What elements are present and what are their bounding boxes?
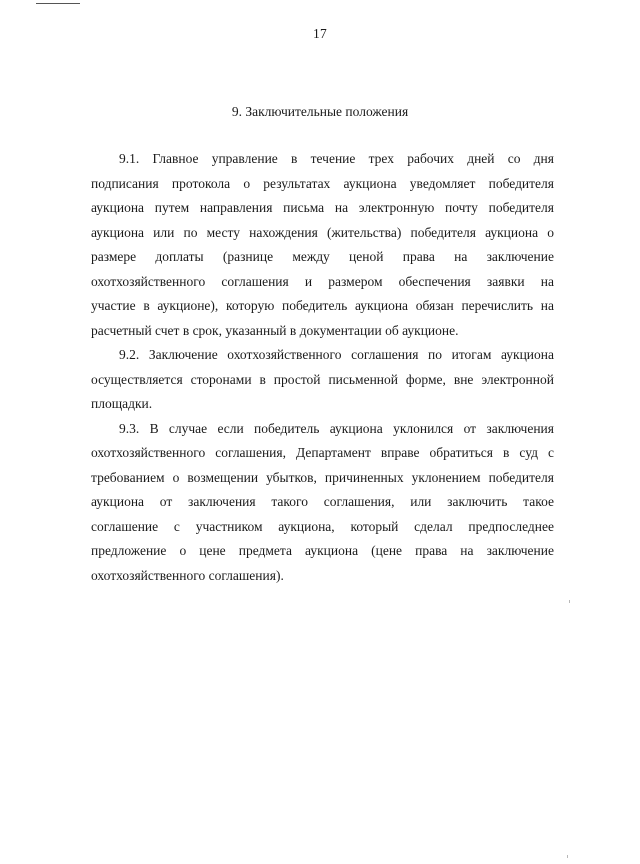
text-line: 9.3. В случае если победитель аукциона уклонился от заключения <box>119 420 554 436</box>
text-line: размере доплаты (разнице между ценой права на заключение <box>91 249 554 264</box>
text-line: охотхозяйственного соглашения и размером обеспечения заявки на <box>91 273 554 289</box>
scan-speck <box>567 855 568 858</box>
text-line: участие в аукционе), которую победитель аукциона обязан перечислить на <box>91 298 554 313</box>
text-line: требованием о возмещении убытков, причиненных уклонением победителя <box>91 469 554 485</box>
text-line: соглашение с участником аукциона, который сделал предпоследнее <box>91 518 554 534</box>
paragraph-9-1 <box>91 147 554 343</box>
text-line: осуществляется сторонами в простой письменной форме, вне электронной <box>91 371 554 387</box>
text-line: охотхозяйственного соглашения, Департамент вправе обратиться в суд с <box>91 445 554 460</box>
text-line: аукциона или по месту нахождения (жительства) победителя аукциона о <box>91 224 554 240</box>
text-line: 9.1. Главное управление в течение трех рабочих дней со дня <box>119 151 554 166</box>
text-line: площадки. <box>91 396 153 411</box>
text-line: охотхозяйственного соглашения). <box>91 567 284 583</box>
scan-speck <box>569 600 570 603</box>
text-line: предложение о цене предмета аукциона (цене права на заключение <box>91 543 554 558</box>
document-body <box>91 147 554 588</box>
text-line: расчетный счет в срок, указанный в документации об аукционе. <box>91 322 459 338</box>
section-title: 9. Заключительные положения <box>231 104 409 119</box>
text-line: аукциона путем направления письма на электронную почту победителя <box>91 200 554 215</box>
paragraph-9-3 <box>91 417 554 589</box>
text-line: подписания протокола о результатах аукциона уведомляет победителя <box>91 175 554 191</box>
text-line: 9.2. Заключение охотхозяйственного соглашения по итогам аукциона <box>119 347 554 362</box>
text-line: аукциона от заключения такого соглашения, или заключить такое <box>91 494 554 509</box>
paragraph-9-2 <box>91 343 554 417</box>
page-number: 17 <box>313 26 327 41</box>
scan-corner-mark <box>36 3 80 4</box>
